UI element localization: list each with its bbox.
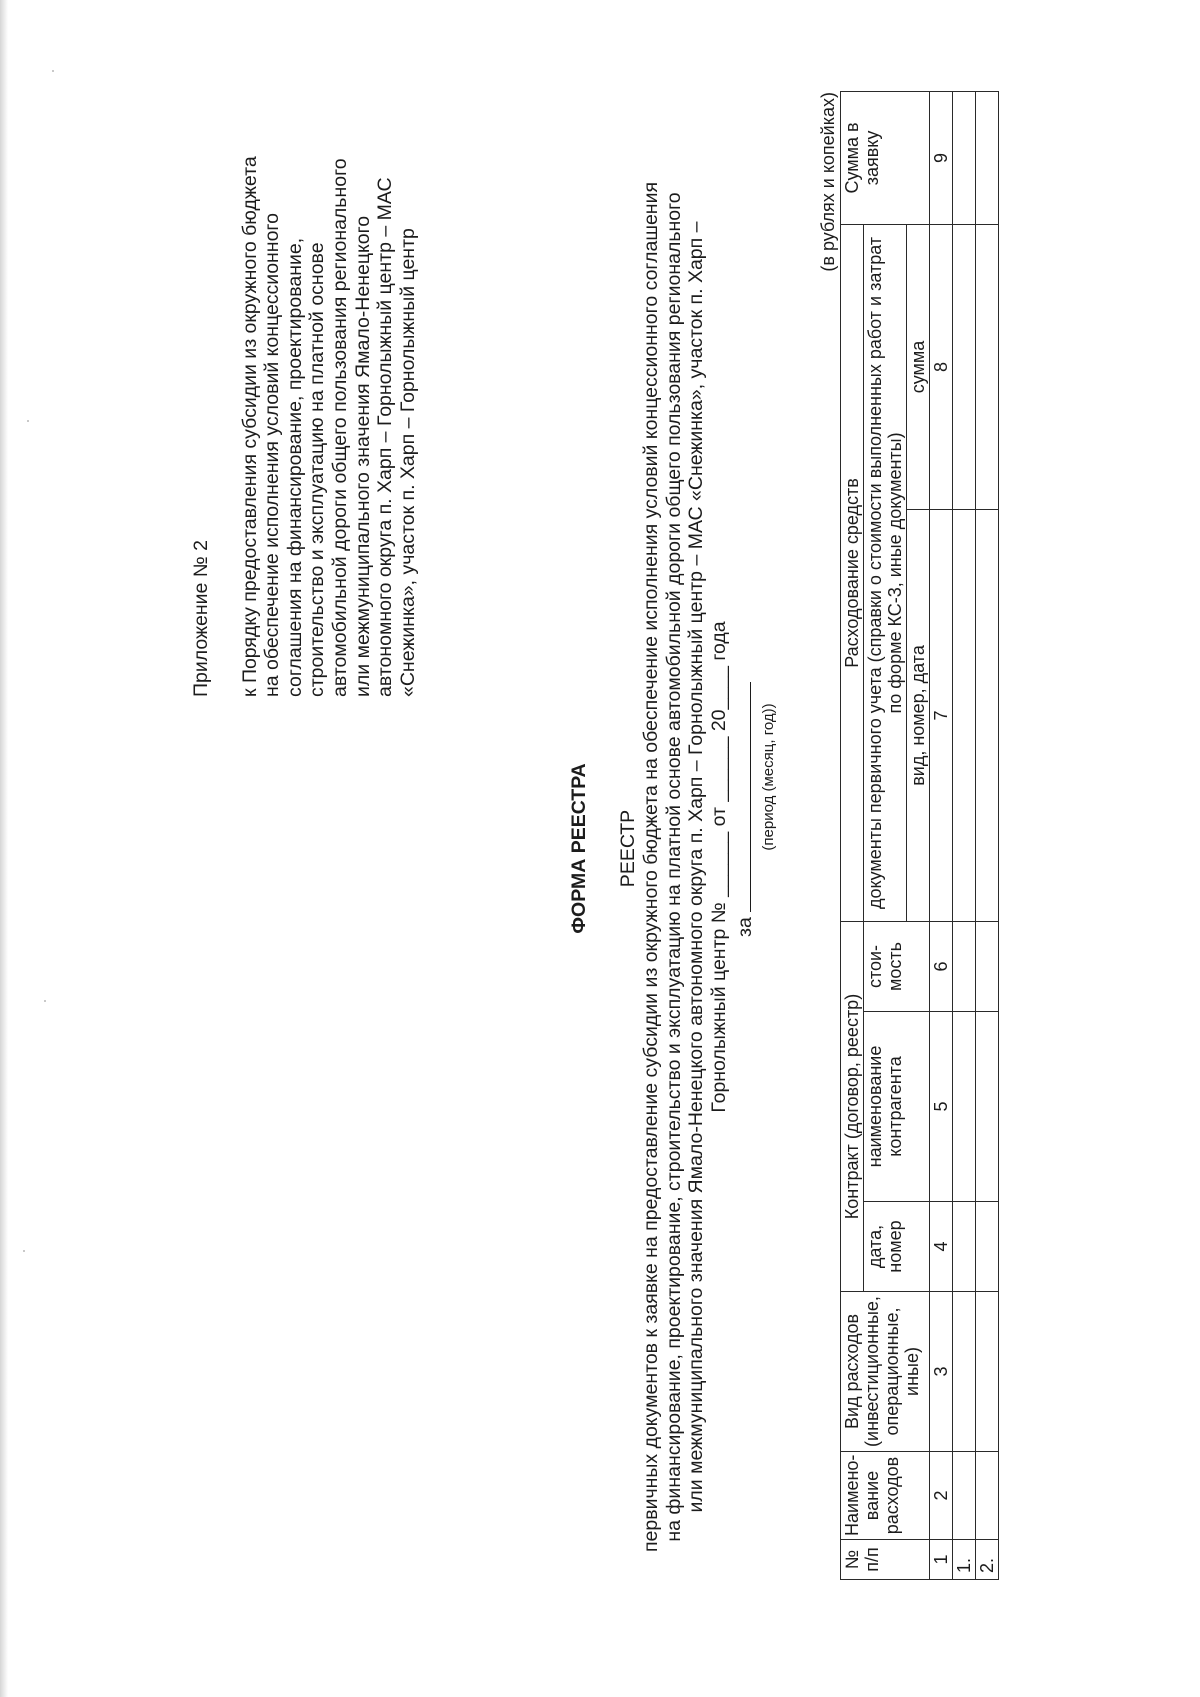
form-title: ФОРМА РЕЕСТРА [568,763,590,934]
header-docs-sum: сумма [907,224,930,509]
header-contractor: наименование контрагента [864,1012,930,1202]
period-prefix: за [734,917,756,937]
table-cell [953,921,976,1011]
column-number-row [930,91,953,1579]
table-cell [953,1202,976,1292]
table-cell [976,509,999,921]
units-note: (в рублях и копейках) [818,92,838,272]
table-cell [976,921,999,1011]
table-cell [976,91,999,224]
table-cell [953,1012,976,1202]
header-request-sum: Сумма в заявку [841,91,930,224]
header-docs: документы первичного учета (справки о стоимости выполненных работ и затрат по форме КС-3, иные документы) [864,224,907,921]
column-number: 6 [930,921,953,1011]
header-name: Наимено-вание расходов [841,1452,930,1540]
table-cell [953,509,976,921]
header-spending: Расходование средств [841,224,864,921]
registry-description: первичных документов к заявке на предоставление субсидии из окружного бюджета на обеспечение исполнения условий концессионного соглашения на финансирование, проектирование, строительство и эксплуатацию на платной основе автомобильной дороги общего пользования регионального или межмуниципального значения Ямало-Ненецкого автономного округа п. Харп – Горнолыжный центр – МАС «Снежинка», участок п. Харп – Горнолыжный центр № ______ от ______ 20____ года [640,181,730,1553]
column-number: 9 [930,91,953,224]
column-number: 3 [930,1292,953,1452]
table-cell [953,91,976,224]
period-note: (период (месяц, год)) [760,703,777,851]
table-row [953,91,976,1579]
header-num: № п/п [841,1540,930,1580]
appendix-number: Приложение № 2 [190,540,212,697]
row-number: 1. [953,1540,976,1580]
table-cell [953,224,976,509]
column-number: 4 [930,1202,953,1292]
column-number: 1 [930,1540,953,1580]
row-number: 2. [976,1540,999,1580]
column-number: 2 [930,1452,953,1540]
table-cell [953,1452,976,1540]
table-cell [976,1292,999,1452]
table-cell [976,1452,999,1540]
header-contract: Контракт (договор, реестр) [841,921,864,1291]
registry-title: РЕЕСТР [617,809,639,888]
header-cost: стои-мость [864,921,930,1011]
table-cell [976,224,999,509]
period-line [732,637,757,937]
registry-table [840,91,999,1580]
table-cell [976,1202,999,1292]
appendix-block [190,152,419,697]
header-docs-kind: вид, номер, дата [907,509,930,921]
period-blank [732,682,751,912]
header-contract-date: дата, номер [864,1202,930,1292]
column-number: 8 [930,224,953,509]
table-row [976,91,999,1579]
table-cell [953,1292,976,1452]
column-number: 7 [930,509,953,921]
header-type: Вид расходов (инвестиционные, операционные, иные) [841,1292,930,1452]
table-cell [976,1012,999,1202]
appendix-text: к Порядку предоставления субсидии из окружного бюджета на обеспечение исполнения условий концессионного соглашения на финансирование, проектирование, строительство и эксплуатацию на платной основе автомобильной дороги общего пользования регионального или межмуниципального значения Ямало-Ненецкого автономного округа п. Харп – Горнолыжный центр – МАС «Снежинка», участок п. Харп – Горнолыжный центр [238,156,419,697]
column-number: 5 [930,1012,953,1202]
